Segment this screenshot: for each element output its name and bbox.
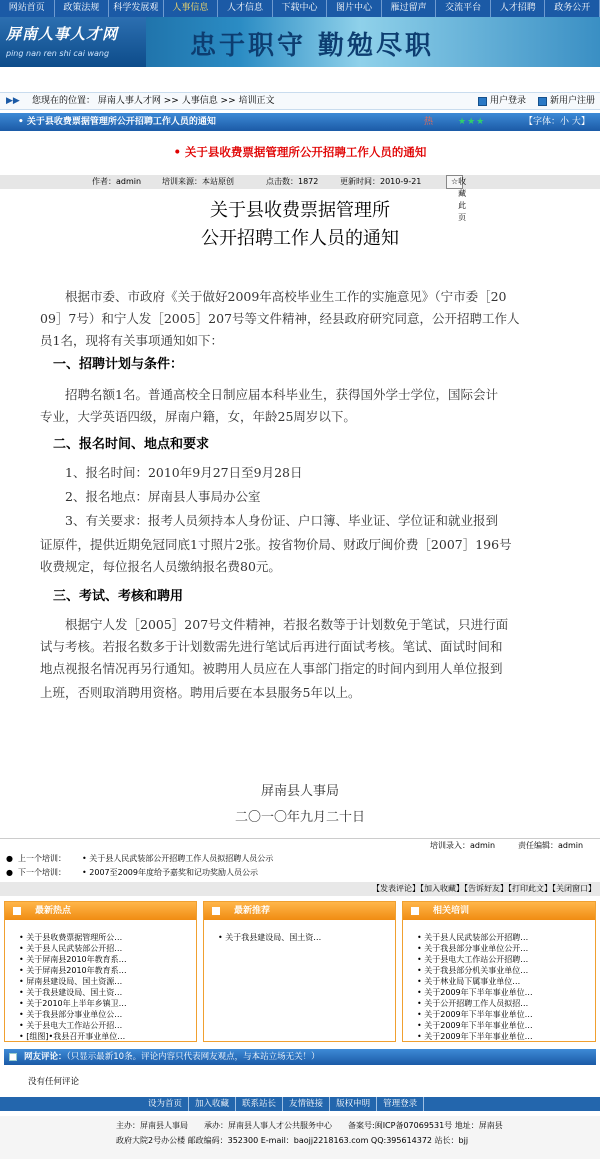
footer-nav-item[interactable]: 友情链接: [283, 1097, 330, 1111]
footer-nav-item[interactable]: 版权申明: [330, 1097, 377, 1111]
prev-article-link[interactable]: • 关于县人民武装部公开招聘工作人员拟招聘人员公示: [82, 854, 274, 863]
register-link[interactable]: 新用户注册: [538, 93, 595, 109]
box-recommend: 最新推荐 • 关于我县建设局、国土资…: [203, 901, 396, 1042]
footer-line-2: 政府大院2号办公楼 邮政编码：352300 E-mail：baojj2218163.com QQ:395614372 站长：bjj: [116, 1136, 469, 1145]
font-size-toggle[interactable]: 【字体：小 大】: [524, 117, 590, 127]
footer-nav-item[interactable]: 管理登录: [377, 1097, 424, 1111]
paragraph-line: 3、有关要求：报考人员须持本人身份证、户口簿、毕业证、学位证和就业报到: [40, 513, 498, 528]
user-login-link[interactable]: 用户登录: [478, 93, 526, 109]
footer-line-1: 主办：屏南县人事局 承办：屏南县人事人才公共服务中心 备案号:闽ICP备07069531号 地址：屏南县: [116, 1121, 503, 1130]
paragraph-line: 09］7号）和宁人发［2005］207号等文件精神，经县政府研究同意，公开招聘工作人: [40, 311, 520, 326]
entry-info: [0, 838, 600, 852]
breadcrumb: [0, 92, 600, 110]
article-actions: [0, 882, 600, 896]
comment-note: （只显示最新10条。评论内容只代表网友观点，与本站立场无关！）: [66, 1052, 320, 1062]
paragraph-line: 专业，大学英语四级，屏南户籍，女，年龄25周岁以下。: [40, 409, 356, 424]
nav-item[interactable]: 人才信息: [218, 0, 273, 17]
paragraph-line: 试与考核。若报名数多于计划数需先进行笔试后再进行面试考核。笔试、面试时间和: [40, 639, 503, 654]
nav-item[interactable]: 科学发展观: [109, 0, 164, 17]
box-icon: [212, 907, 220, 915]
comment-bar: [4, 1049, 596, 1065]
titlebar-title: • 关于县收费票据管理所公开招聘工作人员的通知: [18, 117, 216, 127]
box-hot: 最新热点 • 关于县收费票据管理所公… • 关于县人民武装部公开招… • 关于屏南县2010年教育系… • 关于屏南县2010年教育系… • 屏南县建设局、国土资源… • 关于我县建设局、国土资… • 关于2010年上半年乡镇卫… • 关于我县部分事业单位公… • 关于县电大工作站公开招… • [组图]•我县召开事业单位…: [4, 901, 197, 1042]
list-item[interactable]: • 关于2009年下半年事业单位…: [417, 1032, 533, 1041]
editor: 责任编辑：admin: [518, 841, 584, 850]
logo-title: 屏南人事人才网: [6, 25, 119, 43]
nav-item[interactable]: 交流平台: [436, 0, 491, 17]
footer-nav: [0, 1097, 600, 1111]
double-arrow-icon: ▶▶: [6, 96, 20, 106]
article-heading: • 关于县收费票据管理所公开招聘工作人员的通知: [173, 145, 427, 159]
next-article: ● 下一个培训： • 2007至2009年度给予嘉奖和记功奖励人员公示: [6, 868, 258, 877]
paragraph-line: 根据市委、市政府《关于做好2009年高校毕业生工作的实施意见》（宁市委［20: [40, 289, 507, 304]
sign-org: 屏南县人事局: [260, 784, 339, 799]
top-nav: [0, 0, 600, 17]
list-item[interactable]: • 关于公开招聘工作人员拟招…: [417, 999, 529, 1008]
list-item[interactable]: • 关于县电大工作站公开招聘…: [417, 955, 529, 964]
article-title-bar: [0, 113, 600, 131]
list-item[interactable]: • 关于县电大工作站公开招…: [19, 1021, 123, 1030]
logo-pinyin: ping nan ren shi cai wang: [6, 49, 110, 58]
section-heading: 三、考试、考核和聘用: [40, 589, 184, 604]
user-icon: [478, 97, 487, 106]
breadcrumb-path[interactable]: 屏南人事人才网 >> 人事信息 >> 培训正文: [97, 96, 275, 106]
footer-nav-item[interactable]: 联系站长: [236, 1097, 283, 1111]
rating-stars: ★★★: [458, 117, 486, 127]
comment-icon: [9, 1053, 17, 1061]
list-item[interactable]: • 关于屏南县2010年教育系…: [19, 966, 127, 975]
list-item[interactable]: • 关于县人民武装部公开招…: [19, 944, 123, 953]
paragraph-line: 2、报名地点：屏南县人事局办公室: [40, 489, 261, 504]
click-count: 点击数：1872: [266, 177, 319, 186]
banner: [0, 17, 600, 67]
no-comment-text: 没有任何评论: [28, 1077, 80, 1087]
box-icon: [411, 907, 419, 915]
paragraph-line: 1、报名时间：2010年9月27日至9月28日: [40, 465, 303, 480]
list-item[interactable]: • 关于我县部分机关事业单位…: [417, 966, 529, 975]
nav-item[interactable]: 网站首页: [0, 0, 55, 17]
site-logo[interactable]: [0, 17, 146, 67]
article-title: 关于县收费票据管理所 公开招聘工作人员的通知: [201, 200, 399, 249]
favorite-button[interactable]: ☆ 收藏此页: [446, 175, 463, 189]
banner-slogan: 忠于职守 勤勉尽职: [190, 31, 435, 61]
box-icon: [13, 907, 21, 915]
nav-item[interactable]: 雁过留声: [382, 0, 437, 17]
list-item[interactable]: • 关于2009年下半年事业单位…: [417, 988, 533, 997]
sign-date: 二〇一〇年九月二十日: [234, 810, 365, 825]
action-links[interactable]: 【发表评论】【加入收藏】【告诉好友】【打印此文】【关闭窗口】: [372, 884, 596, 893]
next-article-link[interactable]: • 2007至2009年度给予嘉奖和记功奖励人员公示: [82, 868, 258, 877]
box-related: 相关培训 • 关于县人民武装部公开招聘… • 关于我县部分事业单位公开… • 关于县电大工作站公开招聘… • 关于我县部分机关事业单位… • 关于林业局下属事业单位… • 关于2009年下半年事业单位… • 关于公开招聘工作人员拟招… • 关于2009年下半年事业单位… • 关于2009年下半年事业单位… • 关于2009年下半年事业单位…: [402, 901, 596, 1042]
prev-article: ● 上一个培训： • 关于县人民武装部公开招聘工作人员拟招聘人员公示: [6, 854, 274, 863]
paragraph-line: 收费规定，每位报名人员缴纳报名费80元。: [40, 559, 281, 574]
nav-item[interactable]: 下载中心: [273, 0, 328, 17]
footer-nav-item[interactable]: 设为首页: [142, 1097, 189, 1111]
breadcrumb-prefix: 您现在的位置：: [32, 96, 96, 106]
footer-nav-item[interactable]: 加入收藏: [189, 1097, 236, 1111]
list-item[interactable]: • 关于2010年上半年乡镇卫…: [19, 999, 127, 1008]
list-item[interactable]: • 关于屏南县2010年教育系…: [19, 955, 127, 964]
list-item[interactable]: • 关于2009年下半年事业单位…: [417, 1021, 533, 1030]
author: 作者：admin: [92, 177, 142, 186]
comment-title: 网友评论：: [24, 1052, 67, 1062]
list-item[interactable]: • 关于县收费票据管理所公…: [19, 933, 123, 942]
list-item[interactable]: • [组图]•我县召开事业单位…: [19, 1032, 126, 1041]
source: 培训来源：本站原创: [162, 177, 234, 186]
section-heading: 一、招聘计划与条件：: [40, 357, 184, 372]
list-item[interactable]: • 关于我县建设局、国土资…: [19, 988, 123, 997]
article-meta: [0, 175, 600, 222]
footer: [0, 1116, 600, 1159]
paragraph-line: 员1名，现将有关事项通知如下：: [40, 333, 223, 348]
paragraph-line: 地点视报名情况再另行通知。被聘用人员应在人事部门指定的时间内到用人单位报到: [40, 661, 503, 676]
list-item[interactable]: • 关于我县部分事业单位公…: [19, 1010, 123, 1019]
nav-item[interactable]: 图片中心: [327, 0, 382, 17]
list-item[interactable]: • 关于林业局下属事业单位…: [417, 977, 521, 986]
paragraph-line: 根据宁人发［2005］207号文件精神，若报名数等于计划数免于笔试，只进行面: [40, 617, 509, 632]
nav-item[interactable]: 人事信息: [164, 0, 219, 17]
list-item[interactable]: • 关于我县部分事业单位公开…: [417, 944, 529, 953]
paragraph-line: 证原件，提供近期免冠同底1寸照片2张。按省物价局、财政厅闽价费［2007］196号: [40, 537, 512, 552]
nav-item[interactable]: 政务公开: [545, 0, 600, 17]
nav-item[interactable]: 人才招聘: [491, 0, 546, 17]
edit-icon: [538, 97, 547, 106]
section-heading: 二、报名时间、地点和要求: [40, 437, 210, 452]
hot-badge: 热: [424, 117, 434, 127]
entry-user: 培训录入：admin: [430, 841, 496, 850]
list-item[interactable]: • 关于我县建设局、国土资…: [218, 933, 322, 942]
update-time: 更新时间：2010-9-21: [340, 177, 422, 186]
list-item[interactable]: • 关于2009年下半年事业单位…: [417, 1010, 533, 1019]
list-item[interactable]: • 关于县人民武装部公开招聘…: [417, 933, 529, 942]
paragraph-line: 上班，否则取消聘用资格。聘用后要在本县服务5年以上。: [40, 685, 361, 700]
nav-item[interactable]: 政策法规: [55, 0, 110, 17]
paragraph-line: 招聘名额1名。普通高校全日制应届本科毕业生，获得国外学士学位，国际会计: [40, 387, 498, 402]
list-item[interactable]: • 屏南县建设局、国土资源…: [19, 977, 123, 986]
